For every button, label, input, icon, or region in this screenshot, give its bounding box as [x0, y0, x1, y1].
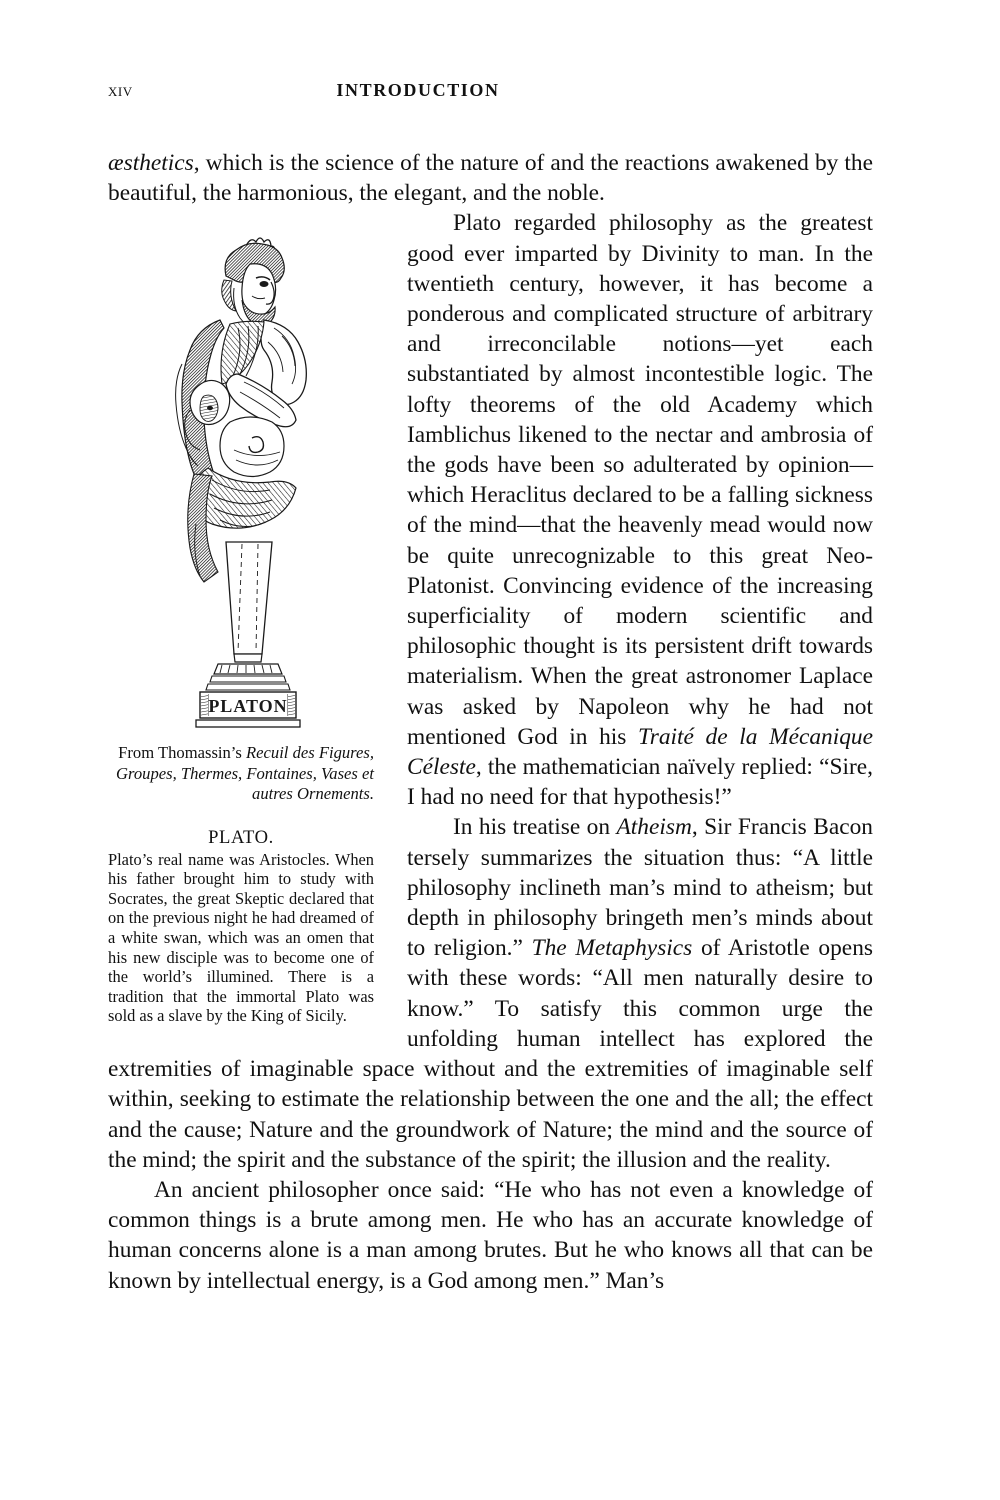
paragraph-bacon-atheism-a: In his treatise on [453, 814, 617, 841]
paragraph-bacon-atheism-c: of Aristotle opens with these words: “All men naturally desire to know.” To satisfy this common urge the unfolding human intellect has explored the extremities of imaginable space without and the extremities of imaginable self within, seeking to estimate the relationship between the one and the all; the effect and the cause; Nature and the groundwork of Nature; the mind and the source of the mind; the spirit and the substance of the spirit; the illusion and the reality. [108, 935, 873, 1173]
text-body [108, 148, 873, 1296]
paragraph-ancient-philosopher: An ancient philosopher once said: “He who has not even a knowledge of common things is a brute among men. He who has an accurate knowledge of human concerns alone is a man among brutes. But he who knows all that can be known by intellectual energy, is a God among men.” Man’s [108, 1176, 873, 1294]
title-mecanique-celeste: Traité de la Mécanique Céleste [407, 723, 873, 781]
figure-caption-title: Recuil des Figures, Groupes, Thermes, Fontaines, Vases et autres Ornements. [116, 743, 374, 804]
figure-caption [108, 743, 374, 804]
sidebar-biography-note: Plato’s real name was Aristocles. When his father brought him to study with Socrates, the great Skeptic declared that on the previous night he had dreamed of a white swan, which was an omen that his new disciple was to become one of the world’s illumined. There is a tradition that the immortal Plato was sold as a slave by the King of Sicily. [108, 849, 374, 1026]
title-atheism: Atheism [616, 814, 692, 841]
figure-caption-lead: From Thomassin’s [118, 743, 247, 763]
paragraph-opening-text: , which is the science of the nature of and the reactions awakened by the beautiful, the harmonious, the elegant, and the noble. [108, 150, 873, 207]
paragraph-plato-philosophy-a: Plato regarded philosophy as the greatest good ever imparted by Divinity to man. In the twentieth century, however, it has become a ponderous and complicated structure of arbitrary and irreconcilable notions—yet each substantiated by almost incontestible logic. The lofty theorems of the old Academy which Iamblichus likened to the nectar and ambrosia of the gods have been so adulterated by opinion—which Heraclitus declared to be a falling sickness of the mind—that the heavenly mead would now be quite unrecognizable to this great Neo-Platonist. Convincing evidence of the increasing superficiality of modern scientific and philosophic thought is its persistent drift towards materialism. When the great astronomer Laplace was asked by Napoleon why he had not mentioned God in his [407, 210, 873, 750]
pedestal-inscription: PLATON [207, 696, 288, 717]
paragraph-bacon-atheism-b: , Sir Francis Bacon tersely summarizes the situation thus: “A little philosophy inclineth man’s mind to atheism; but depth in philosophy bringeth men’s minds about to religion.” [407, 814, 873, 962]
figure-block [108, 224, 374, 1026]
running-head [108, 80, 873, 106]
title-the-metaphysics: The Metaphysics [531, 935, 693, 962]
page-folio-number: xiv [108, 80, 133, 101]
plato-herm-engraving [134, 224, 349, 729]
sidebar-heading-plato: PLATO. [208, 826, 274, 848]
page-title: INTRODUCTION [336, 80, 500, 100]
paragraph-plato-philosophy-b: , the mathematician naïvely replied: “Sire, I had no need for that hypothesis!” [407, 754, 873, 811]
term-aesthetics: æsthetics [108, 150, 194, 176]
paragraph-opening [108, 148, 873, 208]
